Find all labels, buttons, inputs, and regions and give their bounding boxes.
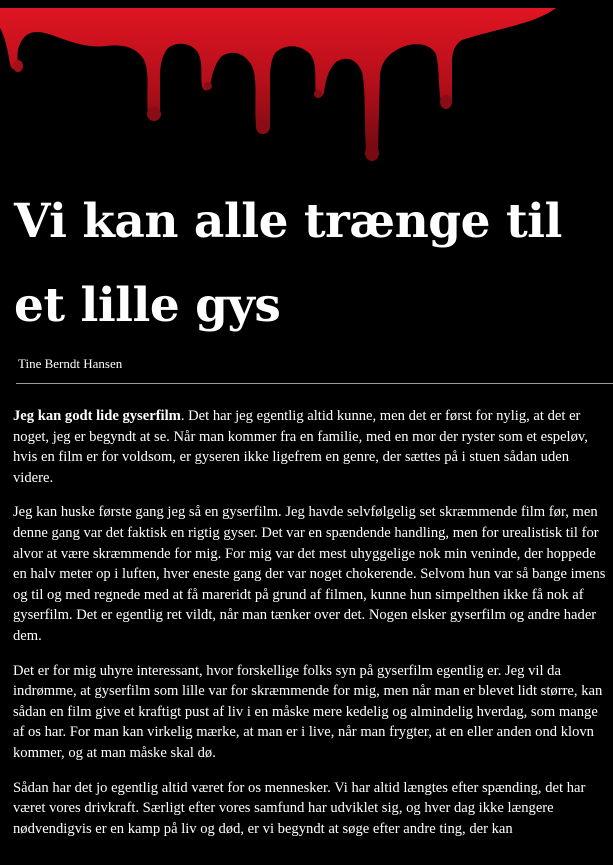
paragraph: Jeg kan huske første gang jeg så en gyserfilm. Jeg havde selvfølgelig set skræmmende film før, men denne gang var det faktisk en rigtig gyser. Det var en spændende handling, men for urealistisk til for alvor at være skræmmende for mig. For mig var det mest uhyggelige nok min veninde, der hoppede en halv meter op i luften, hver eneste gang der var noget chokerende. Selvom hun var så bange imens og til og med regnede med at få mareridt på grund af filmen, kunne hun simpelthen ikke få nok af gyserfilm. Det er egentlig ret vildt, når man tænker over det. Nogen elsker gyserfilm og andre hader dem. [13, 504, 606, 644]
paragraph-text: . Det har jeg egentlig altid kunne, men det er først for nylig, at det er noget, jeg er begyndt at se. Når man kommer fra en familie, med en mor der ryster som et espeløv, hvis en film er for voldsom, er gyseren ikke ligefrem en genre, der sættes på i stuen sådan uden videre. [13, 408, 588, 486]
paragraph: Det er for mig uhyre interessant, hvor forskellige folks syn på gyserfilm egentlig er. Jeg vil da indrømme, at gyserfilm som lille var for skræmmende for mig, men når man er blevet lidt større, kan sådan en film give et kraftigt pust af liv i en måske mere kedelig og almindelig hverdag, som mange af os har. For man kan virkelig mærke, at man er i live, når man frygter, at en eller anden ond klovn kommer, og at man måske skal dø. [13, 662, 603, 761]
blood-drop [365, 145, 379, 161]
blood-drop [256, 120, 270, 134]
blood-drop [13, 60, 23, 72]
paragraph: Sådan har det jo egentlig altid været for os mennesker. Vi har altid længtes efter spænding, det har været vores drivkraft. Særligt efter vores samfund har udviklet sig, og hver dag ikke længere nødvendigvis er en kamp på liv og død, er vi begyndt at søge efter andre ting, der kan [13, 779, 586, 837]
blood-drop [440, 95, 452, 109]
blood-drop [147, 107, 161, 121]
paragraph [13, 406, 609, 488]
blood-drop [314, 90, 322, 98]
article-title: Vi kan alle trænge til et lille gys [14, 194, 562, 333]
article-body [13, 406, 609, 853]
blood-drop [204, 82, 212, 90]
blood-pool [0, 8, 556, 159]
dripping-blood-header [0, 0, 613, 170]
author-byline: Tine Berndt Hansen [18, 356, 123, 371]
divider [16, 383, 613, 384]
lead-phrase: Jeg kan godt lide gyserfilm [13, 408, 181, 424]
